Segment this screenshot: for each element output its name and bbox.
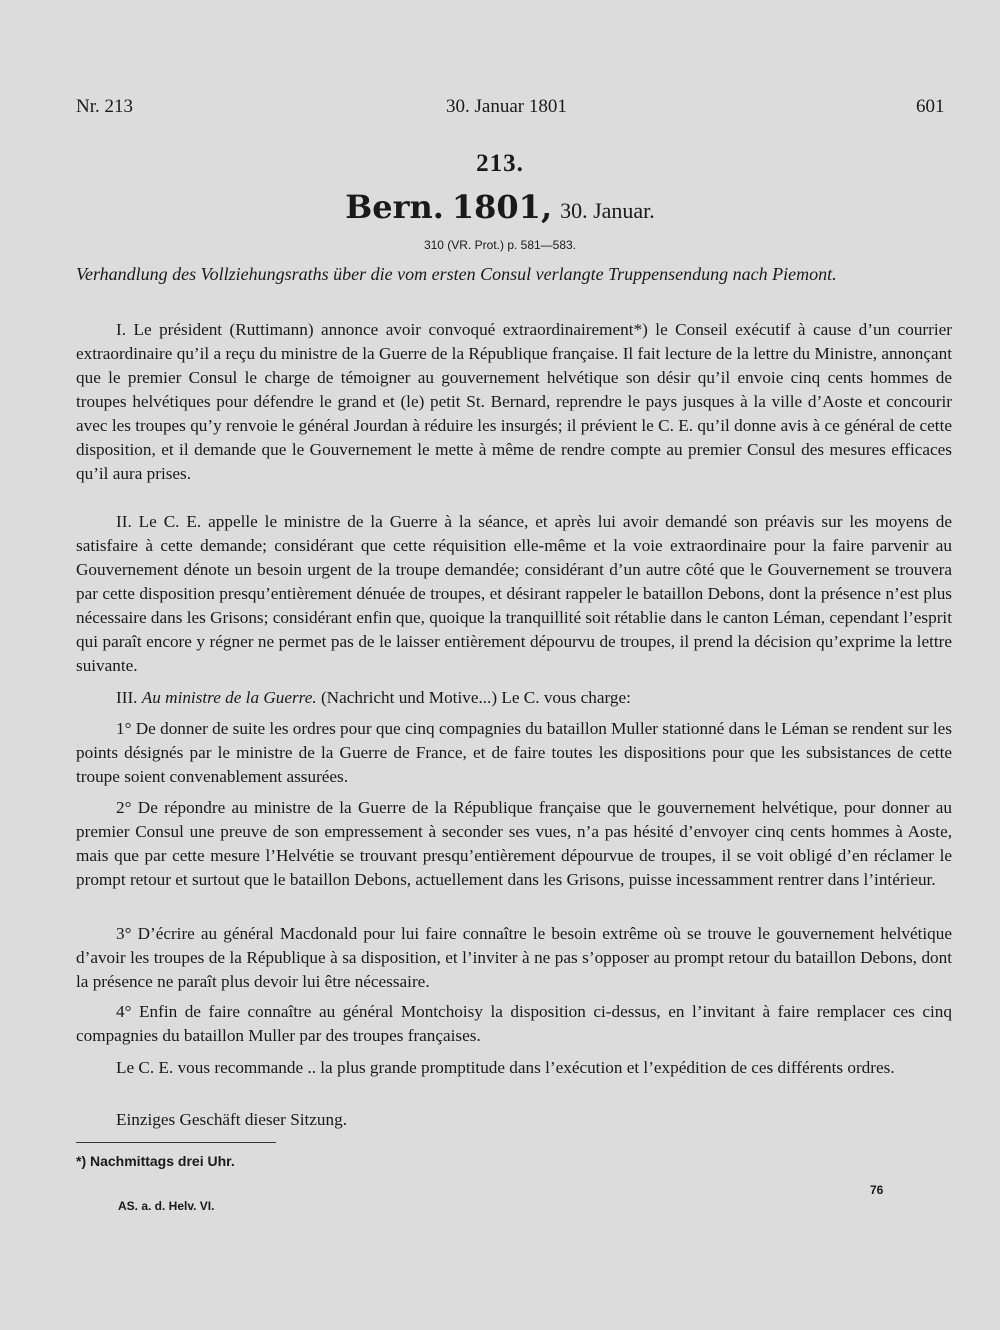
final-line: Einziges Geschäft dieser Sitzung. xyxy=(116,1110,348,1129)
year: 1801, xyxy=(451,188,553,226)
footnote-divider xyxy=(76,1142,276,1143)
header-page-number: 601 xyxy=(916,96,945,117)
place: Bern. xyxy=(345,188,444,226)
closing-paragraph: Le C. E. vous recommande .. la plus grande promptitude dans l’exécution et l’expédition de ces différents ordres. xyxy=(116,1058,895,1077)
header-doc-number: Nr. 213 xyxy=(76,96,133,117)
item-3: 3° D’écrire au général Macdonald pour lui faire connaître le besoin extrême où se trouve le gouvernement helvétique d’avoir les troupes de la République à sa disposition, et l’inviter à ne pas s’opposer au prompt retour du bataillon Debons, dont la présence ne paraît plus devoir lui être nécessaire. xyxy=(76,924,952,991)
item-1: 1° De donner de suite les ordres pour que cinq compagnies du bataillon Muller stationné dans le Léman se rendent sur les points désignés par le ministre de la Guerre de France, et de faire toutes les dispositions pour que les subsistances de cette troupe soient convenablement assurées. xyxy=(76,719,952,786)
document-title: Verhandlung des Vollziehungsraths über die vom ersten Consul verlangte Truppensendung nach Piemont. xyxy=(76,264,837,284)
header-date: 30. Januar 1801 xyxy=(446,96,567,117)
signature-mark: AS. a. d. Helv. VI. xyxy=(118,1199,215,1213)
document-number: 213. xyxy=(476,150,524,177)
paragraph-2: II. Le C. E. appelle le ministre de la Guerre à la séance, et après lui avoir demandé son préavis sur les moyens de satisfaire à cette demande; considérant que cette réquisition elle-même et la voie extraordinaire pour la faire parvenir au Gouvernement dénote un besoin urgent de la troupe demandée; considérant d’un autre côté que le Gouvernement se trouvera par cette disposition presqu’entièrement dénuée de troupes, et désirant rappeler le bataillon Debons, dont la présence n’est plus nécessaire dans les Grisons; considérant enfin que, quoique la tranquillité soit rétablie dans le canton Léman, cependant l’esprit qui paraît encore y régner ne permet pas de le laisser entièrement dépourvu de troupes, il prend la décision qu’exprime la lettre suivante. xyxy=(76,512,952,675)
paragraph-3-rest: (Nachricht und Motive...) Le C. vous charge: xyxy=(320,688,631,707)
item-2: 2° De répondre au ministre de la Guerre de la République française que le gouvernement helvétique, pour donner au premier Consul une preuve de son empressement à seconder ses vues, n’a pas hésité d’envoyer cinq cents hommes à Aoste, mais que par cette mesure l’Helvétie se trouvant presqu’entièrement dépourvue de troupes, il se voit obligé d’en réclamer le prompt retour et surtout que le bataillon Debons, actuellement dans les Grisons, puisse incessamment rentrer dans l’intérieur. xyxy=(76,798,952,889)
date: 30. Januar. xyxy=(560,198,655,223)
footnote: *) Nachmittags drei Uhr. xyxy=(76,1153,235,1169)
paragraph-3-recipient: Au ministre de la Guerre. xyxy=(141,688,317,707)
source-reference: 310 (VR. Prot.) p. 581—583. xyxy=(423,238,577,252)
paragraph-1: I. Le président (Ruttimann) annonce avoir convoqué extraordinairement*) le Conseil exécutif à cause d’un courrier extraordinaire qu’il a reçu du ministre de la Guerre de la République française. Il fait lecture de la lettre du Ministre, annonçant que le premier Consul le charge de témoigner au gouvernement helvétique son désir qu’il envoie cinq cents hommes de troupes helvétiques pour défendre le grand et (le) petit St. Bernard, reprendre le pays jusques à la ville d’Aoste et concourir avec les troupes qu’y renvoie le général Jourdan à réduire les insurgés; il prévient le C. E. qu’il donne avis à ce général de cette disposition, et il demande que le Gouvernement le mette à même de rendre compte au premier Consul des mesures efficaces qu’il aura prises. xyxy=(76,320,952,483)
sheet-number: 76 xyxy=(870,1183,884,1197)
place-date-line xyxy=(0,188,1000,226)
paragraph-3-prefix: III. xyxy=(116,688,138,707)
item-4: 4° Enfin de faire connaître au général Montchoisy la disposition ci-dessus, en l’invitant à faire remplacer ces cinq compagnies du bataillon Muller par des troupes françaises. xyxy=(76,1002,952,1045)
paragraph-3 xyxy=(76,686,952,710)
